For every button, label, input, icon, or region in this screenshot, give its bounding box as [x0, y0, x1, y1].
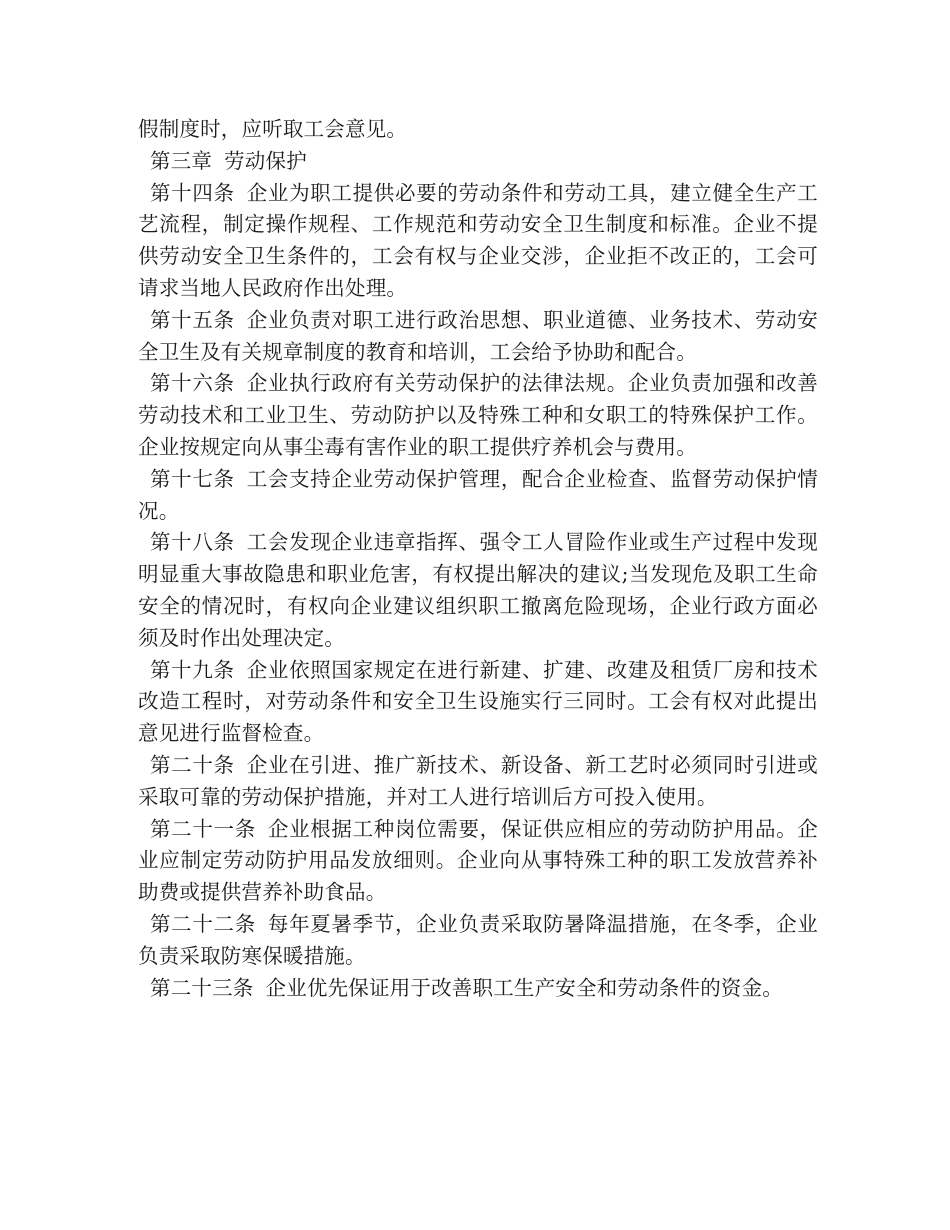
chapter-number: 第三章 — [150, 148, 213, 173]
article-text: 工会发现企业违章指挥、强令工人冒险作业或生产过程中发现明显重大事故隐患和职业危害，有权提出解决的建议;当发现危及职工生命安全的情况时，有权向企业建议组织职工撤离危险现场，企业行政方面必须及时作出处理决定。 — [138, 530, 818, 650]
paragraph-text: 假制度时，应听取工会意见。 — [138, 117, 408, 141]
article-17 — [138, 464, 818, 528]
article-text: 工会支持企业劳动保护管理，配合企业检查、监督劳动保护情况。 — [138, 466, 818, 523]
article-16 — [138, 368, 818, 463]
chapter-title: 劳动保护 — [224, 148, 307, 173]
article-18 — [138, 527, 818, 654]
article-22 — [138, 909, 818, 973]
article-text: 企业优先保证用于改善职工生产安全和劳动条件的资金。 — [265, 975, 783, 1000]
article-number: 第十五条 — [150, 307, 235, 332]
article-14 — [138, 178, 818, 305]
article-text: 企业执行政府有关劳动保护的法律法规。企业负责加强和改善劳动技术和工业卫生、劳动防护以及特殊工种和女职工的特殊保护工作。企业按规定向从事尘毒有害作业的职工提供疗养机会与费用。 — [138, 371, 818, 459]
article-number: 第十四条 — [150, 180, 235, 205]
article-text: 企业根据工种岗位需要，保证供应相应的劳动防护用品。企业应制定劳动防护用品发放细则。企业向从事特殊工种的职工发放营养补助费或提供营养补助食品。 — [138, 816, 819, 905]
article-text: 每年夏暑季节，企业负责采取防暑降温措施，在冬季，企业负责采取防寒保暖措施。 — [138, 911, 819, 968]
article-number: 第二十一条 — [150, 816, 256, 841]
article-number: 第二十二条 — [150, 911, 256, 936]
article-number: 第十九条 — [150, 657, 235, 682]
article-19 — [138, 655, 818, 750]
article-number: 第十八条 — [150, 530, 235, 555]
article-text: 企业负责对职工进行政治思想、职业道德、业务技术、劳动安全卫生及有关规章制度的教育和培训，工会给予协助和配合。 — [138, 307, 818, 364]
chapter-heading — [138, 146, 818, 178]
article-21 — [138, 814, 818, 909]
document-body — [138, 114, 818, 1004]
article-number: 第二十三条 — [150, 975, 254, 1000]
article-number: 第十七条 — [150, 466, 235, 491]
article-20 — [138, 750, 818, 814]
article-23 — [138, 973, 818, 1005]
article-text: 企业为职工提供必要的劳动条件和劳动工具，建立健全生产工艺流程，制定操作规程、工作规范和劳动安全卫生制度和标准。企业不提供劳动安全卫生条件的，工会有权与企业交涉，企业拒不改正的，工会可请求当地人民政府作出处理。 — [138, 180, 818, 300]
article-text: 企业依照国家规定在进行新建、扩建、改建及租赁厂房和技术改造工程时，对劳动条件和安全卫生设施实行三同时。工会有权对此提出意见进行监督检查。 — [138, 657, 818, 746]
article-number: 第二十条 — [150, 752, 235, 777]
article-text: 企业在引进、推广新技术、新设备、新工艺时必须同时引进或采取可靠的劳动保护措施，并对工人进行培训后方可投入使用。 — [138, 752, 818, 809]
article-15 — [138, 305, 818, 369]
article-number: 第十六条 — [150, 371, 235, 396]
paragraph-continuation — [138, 114, 818, 146]
